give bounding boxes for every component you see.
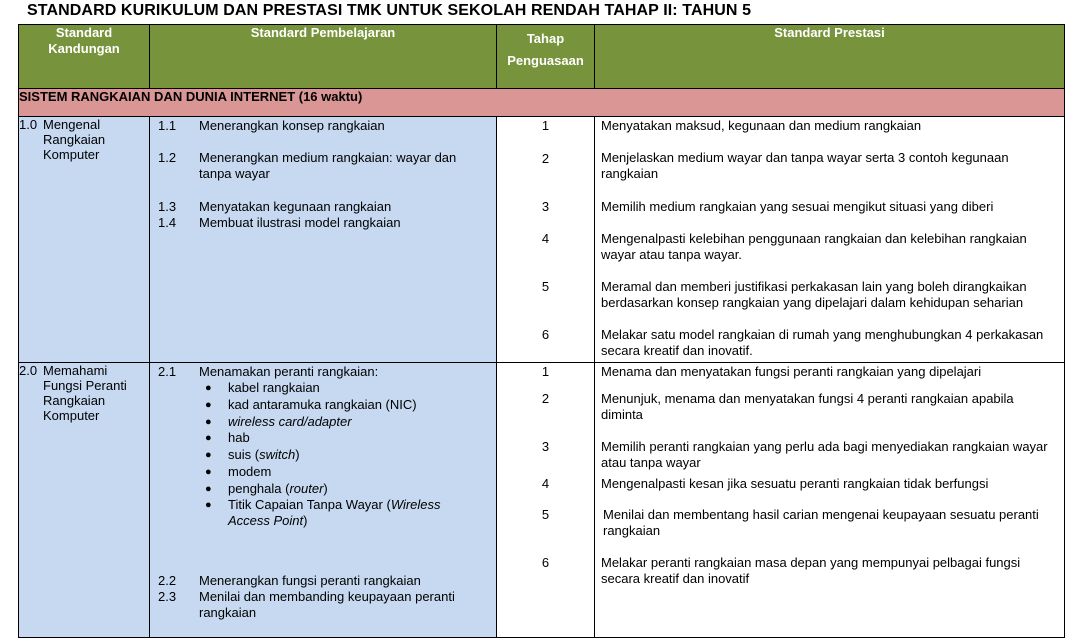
bullet-text-italic: router	[289, 481, 324, 496]
sp-number: 1.1	[158, 118, 177, 133]
standard-kandungan-cell	[19, 117, 150, 363]
pr-text: Meramal dan memberi justifikasi perkakasan lain yang boleh dirangkaikan berdasarkan konsep rangkaian yang dipelajari dalam kehidupan seharian	[601, 279, 1027, 310]
pr-text: Mengenalpasti kelebihan penggunaan rangkaian dan kelebihan rangkaian wayar atau tanpa wayar.	[601, 231, 1027, 262]
pr-text: Menyatakan maksud, kegunaan dan medium rangkaian	[601, 118, 922, 133]
tp-level: 2	[541, 391, 550, 406]
sp-text: Menamakan peranti rangkaian:	[199, 364, 379, 379]
header-tp-line1: Tahap	[526, 31, 565, 46]
tp-level: 6	[541, 327, 550, 342]
curriculum-table	[18, 24, 1065, 638]
pr-text: Mengenalpasti kesan jika sesuatu peranti rangkaian tidak berfungsi	[601, 476, 989, 491]
standard-pembelajaran-cell	[150, 363, 497, 638]
sp-number: 1.4	[158, 215, 177, 230]
header-sk-line2: Kandungan	[48, 41, 120, 56]
table-row	[19, 117, 1065, 363]
bullet-text: suis (	[228, 447, 260, 462]
bullet-text: )	[303, 513, 308, 528]
header-tahap-penguasaan	[497, 25, 595, 89]
list-item	[205, 464, 498, 480]
bullet-text: hab	[228, 430, 250, 445]
bullet-icon: ●	[205, 499, 212, 511]
tp-level: 1	[541, 364, 550, 379]
pr-text: Menjelaskan medium wayar dan tanpa wayar serta 3 contoh kegunaan rangkaian	[601, 150, 1009, 181]
tp-level: 3	[541, 199, 550, 214]
sk-text: Mengenal Rangkaian Komputer	[43, 117, 106, 162]
table-row	[19, 363, 1065, 638]
header-row	[19, 25, 1065, 89]
section-title: SISTEM RANGKAIAN DAN DUNIA INTERNET (16 waktu)	[19, 89, 1065, 117]
bullet-text: penghala (	[228, 481, 290, 496]
tp-level: 5	[541, 507, 550, 522]
sp-text: Menerangkan konsep rangkaian	[199, 118, 385, 133]
bullet-text-italic: Wireless Access Point	[228, 497, 441, 528]
bullet-text: Titik Capaian Tanpa Wayar (	[228, 497, 391, 512]
section-row	[19, 89, 1065, 117]
bullet-icon: ●	[205, 449, 212, 461]
bullet-icon: ●	[205, 399, 212, 411]
bullet-text: )	[323, 481, 328, 496]
sp-text: Menerangkan medium rangkaian: wayar dan tanpa wayar	[199, 150, 457, 181]
header-tp-line2: Penguasaan	[507, 53, 584, 68]
pr-text: Menama dan menyatakan fungsi peranti rangkaian yang dipelajari	[601, 364, 982, 379]
tahap-penguasaan-cell	[497, 363, 595, 638]
sp-text: Menerangkan fungsi peranti rangkaian	[199, 573, 421, 588]
bullet-text: wireless card/adapter	[228, 414, 352, 429]
tp-level: 4	[541, 231, 550, 246]
bullet-icon: ●	[205, 382, 212, 394]
document-title: STANDARD KURIKULUM DAN PRESTASI TMK UNTUK SEKOLAH RENDAH TAHAP II: TAHUN 5	[27, 2, 752, 19]
tp-level: 3	[541, 439, 550, 454]
pr-text: Menilai dan membentang hasil carian mengenai keupayaan sesuatu peranti rangkaian	[603, 507, 1039, 538]
sk-text: Memahami Fungsi Peranti Rangkaian Komputer	[43, 363, 127, 423]
list-item	[205, 481, 498, 497]
header-standard-kandungan	[19, 25, 150, 89]
bullet-text: modem	[228, 464, 272, 479]
sp-number: 2.3	[158, 589, 177, 604]
tp-level: 5	[541, 279, 550, 294]
sp-number: 2.1	[158, 364, 177, 379]
sp-text: Membuat ilustrasi model rangkaian	[199, 215, 401, 230]
sp-number: 1.2	[158, 150, 177, 165]
list-item	[205, 497, 468, 529]
bullet-icon: ●	[205, 483, 212, 495]
list-item	[205, 447, 498, 463]
sk-number: 2.0	[19, 363, 38, 378]
sp-number: 1.3	[158, 199, 177, 214]
header-sk-line1: Standard	[55, 25, 113, 40]
bullet-text: kabel rangkaian	[228, 380, 320, 395]
sp-text: Menilai dan membanding keupayaan peranti rangkaian	[199, 589, 455, 620]
bullet-text: )	[295, 447, 300, 462]
tp-level: 1	[541, 118, 550, 133]
sp-number: 2.2	[158, 573, 177, 588]
header-standard-prestasi: Standard Prestasi	[595, 25, 1065, 89]
sk-number: 1.0	[19, 117, 38, 132]
bullet-icon: ●	[205, 416, 212, 428]
pr-text: Melakar satu model rangkaian di rumah yang menghubungkan 4 perkakasan secara kreatif dan inovatif.	[601, 327, 1044, 358]
pr-text: Melakar peranti rangkaian masa depan yang mempunyai pelbagai fungsi secara kreatif dan inovatif	[601, 555, 1021, 586]
tp-level: 4	[541, 476, 550, 491]
list-item	[205, 430, 498, 446]
header-standard-pembelajaran: Standard Pembelajaran	[150, 25, 497, 89]
bullet-text: kad antaramuka rangkaian (NIC)	[228, 397, 417, 412]
tahap-penguasaan-cell	[497, 117, 595, 363]
standard-kandungan-cell	[19, 363, 150, 638]
list-item	[205, 414, 498, 430]
standard-prestasi-cell	[595, 363, 1065, 638]
list-item	[205, 397, 498, 413]
bullet-text-italic: switch	[259, 447, 296, 462]
list-item	[205, 380, 498, 396]
standard-prestasi-cell	[595, 117, 1065, 363]
bullet-icon: ●	[205, 466, 212, 478]
tp-level: 6	[541, 555, 550, 570]
pr-text: Memilih medium rangkaian yang sesuai mengikut situasi yang diberi	[601, 199, 994, 214]
pr-text: Menunjuk, menama dan menyatakan fungsi 4 peranti rangkaian apabila diminta	[601, 391, 1014, 422]
sp-text: Menyatakan kegunaan rangkaian	[199, 199, 392, 214]
standard-pembelajaran-cell	[150, 117, 497, 363]
pr-text: Memilih peranti rangkaian yang perlu ada bagi menyediakan rangkaian wayar atau tanpa wayar	[601, 439, 1048, 470]
bullet-icon: ●	[205, 432, 212, 444]
tp-level: 2	[541, 151, 550, 166]
